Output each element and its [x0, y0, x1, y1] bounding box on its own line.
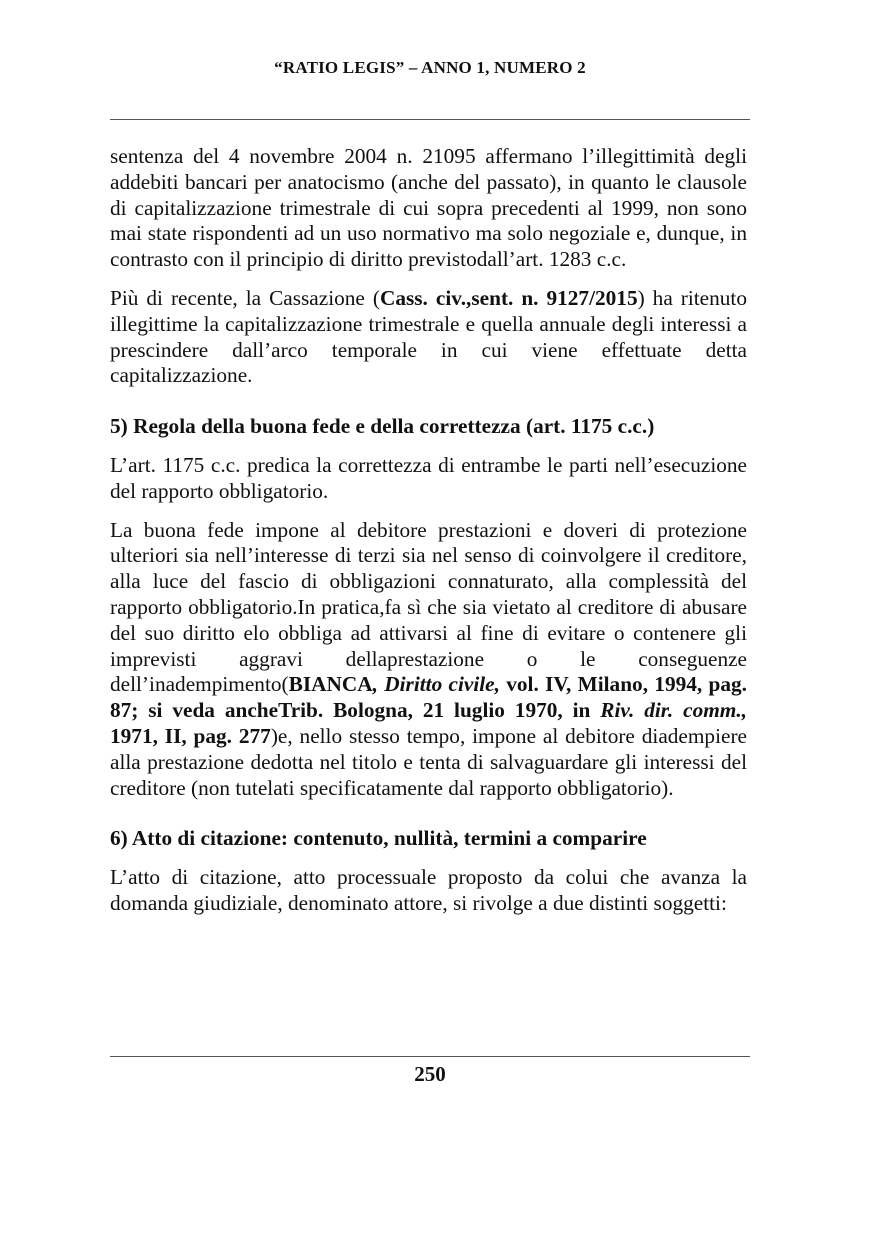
page-number: 250 — [414, 1062, 446, 1086]
citation-bold-italic: Riv. dir. comm., — [600, 698, 747, 723]
page-body — [110, 144, 747, 930]
text-run: )e, nello stesso tempo, impone al debitore diadempiere alla prestazione dedotta nel titolo e tenta di salvaguardare gli interessi del creditore (non tutelati specificatamente dal rapporto obbligatorio). — [110, 723, 747, 800]
paragraph-cassazione — [110, 286, 747, 389]
section-heading-5: 5) Regola della buona fede e della correttezza (art. 1175 c.c.) — [110, 414, 655, 439]
citation-bold: BIANCA — [288, 672, 373, 697]
citation-bold: Cass. civ.,sent. n. 9127/2015 — [379, 285, 638, 310]
text-run: Più di recente, la Cassazione ( — [110, 285, 380, 310]
citation-bold: 1971, II, pag. 277 — [110, 723, 271, 748]
text-run: La buona fede impone al debitore prestazioni e doveri di protezione ulteriori sia nell’interesse di terzi sia nel senso di coinvolgere il creditore, alla luce del fascio di obbligazioni connaturato, alla complessità del rapporto obbligatorio.In pratica,fa sì che sia vietato al creditore di abusare del suo diritto elo obbliga ad attivarsi al fine di evitare o contenere gli imprevisti aggravi dellaprestazione o le conseguenze dell’inadempimento( — [110, 517, 747, 697]
text-run: ) ha ritenuto illegittime la capitalizzazione trimestrale e quella annuale degli interessi a prescindere dall’arco temporale in cui viene effettuate detta capitalizzazione. — [110, 285, 747, 388]
paragraph-buona-fede — [110, 518, 747, 802]
citation-bold-italic: , Diritto civile, — [372, 672, 500, 697]
paragraph-anatocismo: sentenza del 4 novembre 2004 n. 21095 affermano l’illegittimità degli addebiti bancari per anatocismo (anche del passato), in quanto le clausole di capitalizzazione trimestrale di cui sopra precedenti al 1999, non sono mai state rispondenti ad un uso normativo ma solo negoziale e, dunque, in contrasto con il principio di diritto previstodall’art. 1283 c.c. — [110, 144, 747, 272]
running-header: “RATIO LEGIS” – ANNO 1, NUMERO 2 — [274, 58, 586, 77]
paragraph-art-1175: L’art. 1175 c.c. predica la correttezza di entrambe le parti nell’esecuzione del rapporto obbligatorio. — [110, 452, 747, 503]
footer-rule — [110, 1056, 750, 1057]
citation-bold: vol. IV, Milano, 1994, pag. 87; si veda ancheTrib. Bologna, 21 luglio 1970, in — [110, 672, 747, 723]
section-heading-6: 6) Atto di citazione: contenuto, nullità, termini a comparire — [110, 826, 647, 851]
header-rule — [110, 119, 750, 120]
paragraph-atto-citazione: L’atto di citazione, atto processuale proposto da colui che avanza la domanda giudiziale, denominato attore, si rivolge a due distinti soggetti: — [110, 865, 747, 915]
